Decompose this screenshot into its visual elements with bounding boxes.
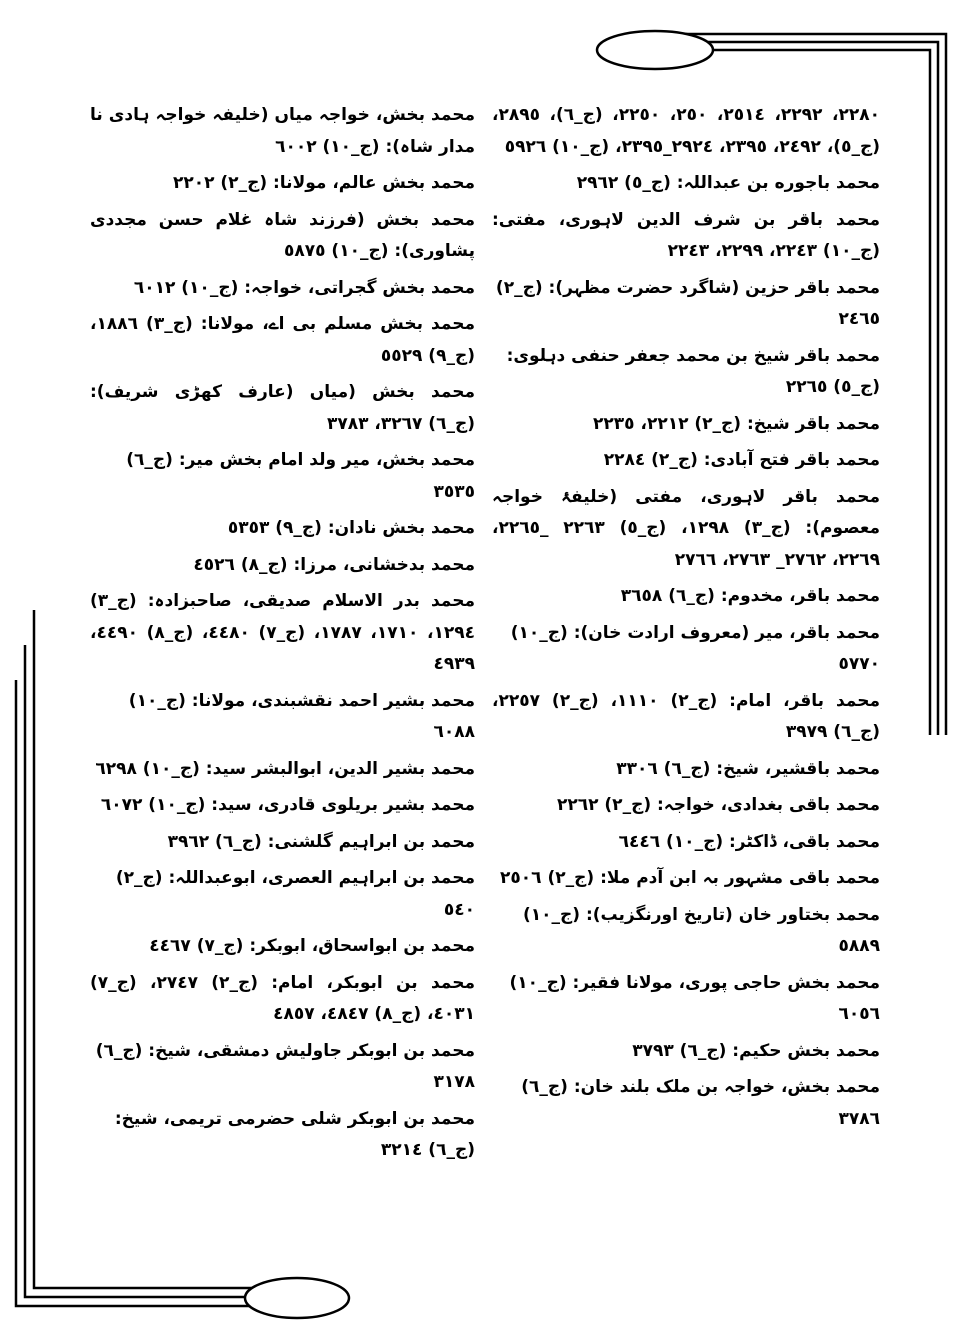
index-entry: ٢٢٨٠، ٢٢٩٢، ٢٥١٤، ٢٥٠، ٢٢٥٠، (ج_٦)، ٢٨٩٥، (ج_٥)، ٢٤٩٢، ٢٣٩٥، ٢٩٢٤_٢٣٩٥، (ج_١٠) ٥٩٢٦ xyxy=(492,105,880,157)
index-entry: محمد بخش نادان: (ج_٩) ٥٣٥٣ xyxy=(227,518,475,538)
index-entry: محمد باقر، میر (معروف ارادت خان): (ج_١٠) ٥٧٧٠ xyxy=(510,622,880,674)
right-index-column xyxy=(492,100,880,1140)
index-entry: محمد باقر شیخ بن محمد جعفر حنفی دہلوی: (ج_٥) ٢٢٦٥ xyxy=(506,345,880,397)
index-entry: محمد باقر لاہوری، مفتی (خلیفۂ خواجہ معصوم): (ج_٣) ١٢٩٨، (ج_٥) ٢٢٦٣ _٢٢٦٥، ٢٢٦٩، ٢٧٦٢_ ٢٧٦٣، ٢٧٦٦ xyxy=(492,486,880,570)
index-entry: محمد باقر، امام: (ج_٢) ١١١٠، (ج_٢) ٢٢٥٧، (ج_٦) ٣٩٧٩ xyxy=(492,690,880,742)
index-entry: محمد بخش، خواجہ بن ملک بلند خان: (ج_٦) ٣٧٨٦ xyxy=(521,1077,880,1129)
index-entry: محمد بخش گجراتی، خواجہ: (ج_١٠) ٦٠١٢ xyxy=(133,277,475,298)
index-entry: محمد بخش (میاں (عارف کھڑی شریف): (ج_٦) ٣٢٦٧، ٣٧٨٣ xyxy=(90,382,475,434)
index-entry: محمد بشیر بریلوی قادری، سید: (ج_١٠) ٦٠٧٢ xyxy=(100,795,475,815)
index-entry: محمد بخش (فرزند شاہ غلام حسن مجددی پشاوری): (ج_١٠) ٥٨٧٥ xyxy=(90,209,475,261)
index-entry: محمد بن ابوبکر جاولیش دمشقی، شیخ: (ج_٦) ٣١٧٨ xyxy=(95,1040,475,1092)
index-entry: محمد بن ابواسحاق، ابوبکر: (ج_٧) ٤٤٦٧ xyxy=(149,936,475,956)
index-entry: محمد بشیر الدین، ابوالبشر سید: (ج_١٠) ٦٢٩٨ xyxy=(95,758,475,779)
index-entry: محمد باقر بن شرف الدین لاہوری، مفتی: (ج_١٠) ٢٢٤٣، ٢٢٩٩، ٢٢٤٣ xyxy=(492,209,880,261)
index-entry: محمد بن ابوبکر، امام: (ج_٢) ٢٧٤٧، (ج_٧) ٤٠٣١، (ج_٨) ٤٨٤٧، ٤٨٥٧ xyxy=(90,972,475,1024)
index-entry: محمد بن ابراہیم العصری، ابوعبداللہ: (ج_٢) ٥٤٠ xyxy=(115,868,475,920)
left-index-column xyxy=(90,100,475,1172)
index-entry: محمد باقی بغدادی، خواجہ: (ج_٢) ٢٢٦٢ xyxy=(556,795,880,815)
index-entry: محمد بخش، خواجہ میاں (خلیفہ خواجہ ہادی نا مدار شاہ): (ج_١٠) ٦٠٠٢ xyxy=(90,105,475,157)
index-entry: محمد بخش عالم، مولانا: (ج_٢) ٢٢٠٢ xyxy=(172,173,475,193)
index-entry: محمد بدر الاسلام صدیقی، صاحبزادہ: (ج_٣) ١٢٩٤، ١٧١٠، ١٧٨٧، (ج_٧) ٤٤٨٠، (ج_٨) ٤٤٩٠، ٤٩٣٩ xyxy=(90,591,475,674)
index-entry: محمد بن ابوبکر شلی حضرمی تریمی، شیخ: (ج_٦) ٣٢١٤ xyxy=(114,1108,475,1160)
index-entry: محمد بشیر احمد نقشبندی، مولانا: (ج_١٠) ٦٠٨٨ xyxy=(128,690,475,742)
index-entry: محمد بن ابراہیم گلشنی: (ج_٦) ٣٩٦٢ xyxy=(167,831,475,852)
index-entry: محمد باقشیر، شیخ: (ج_٦) ٣٣٠٦ xyxy=(616,758,880,779)
index-entry: محمد بختاور خان (تاریخ اورنگزیب): (ج_١٠) ٥٨٨٩ xyxy=(522,904,880,956)
index-entry: محمد باقر حزین (شاگرد حضرت مظہر): (ج_٢) ٢٤٦٥ xyxy=(495,277,880,329)
index-entry: محمد بخش حکیم: (ج_٦) ٣٧٩٣ xyxy=(632,1040,880,1061)
index-entry: محمد باجوره بن عبداللہ: (ج_٥) ٢٩٦٢ xyxy=(576,173,880,193)
index-entry: محمد بدخشانی، مرزا: (ج_٨) ٤٥٢٦ xyxy=(193,554,475,575)
index-entry: محمد باقی مشہور بہ ابن آدم ملا: (ج_٢) ٢٥٠٦ xyxy=(500,868,880,888)
index-entry: محمد باقر شیخ: (ج_٢) ٢٢١٢، ٢٢٣٥ xyxy=(593,413,880,434)
index-entry: محمد بخش حاجی پوری، مولانا فقیر: (ج_١٠) ٦٠٥٦ xyxy=(509,972,880,1024)
index-entry: محمد بخش، میر ولد امام بخش میر: (ج_٦) ٣٥٣٥ xyxy=(126,450,475,502)
index-entry: محمد باقی، ڈاکٹر: (ج_١٠) ٦٤٤٦ xyxy=(618,831,880,852)
index-entry: محمد بخش مسلم بی اے، مولانا: (ج_٣) ١٨٨٦، (ج_٩) ٥٥٢٩ xyxy=(90,314,475,366)
index-entry: محمد باقر، مخدوم: (ج_٦) ٣٦٥٨ xyxy=(620,586,880,606)
index-entry: محمد باقر فتح آبادی: (ج_٢) ٢٢٨٤ xyxy=(603,450,880,470)
